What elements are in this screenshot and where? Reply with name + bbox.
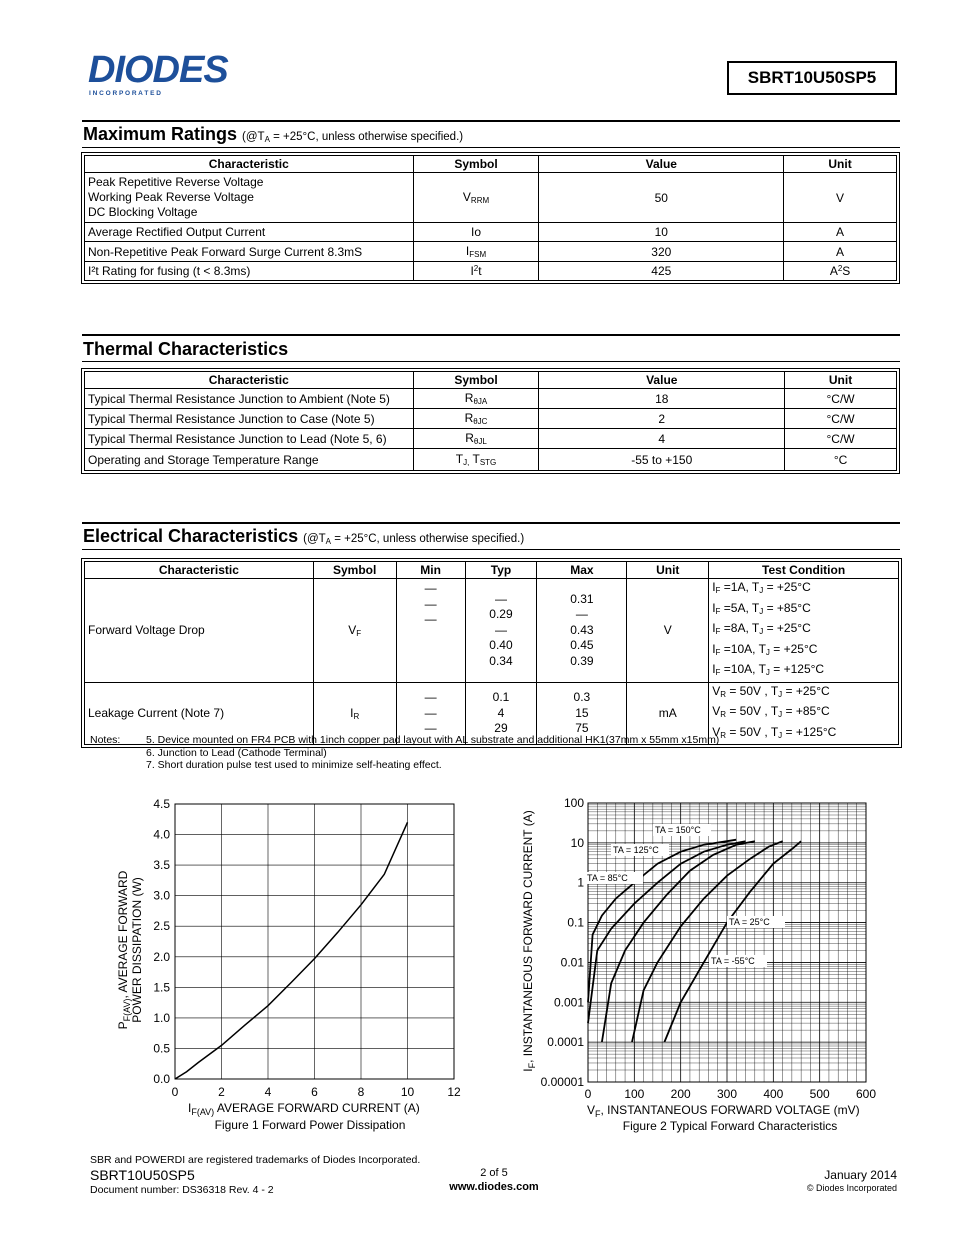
table-row: Leakage Current (Note 7) $I_R$ — — — 0.1 4 29 0.3 15 75 mA $V_R = 50V$ , $T_J = +25^\circ C$ $V_R = 50V$ , $T_J = +85^\circ C$ $V_R = 50V$ , $T_J = +125^\circ C$ [85, 682, 899, 745]
diodes-logo [88, 52, 264, 98]
table-row: Typical Thermal Resistance Junction to Ambient (Note 5) $R_{\theta JA}$ 18 °C/W [85, 389, 897, 409]
fig2-y-tick: 100 [563, 796, 584, 810]
fig2-x-tick: 500 [809, 1087, 830, 1101]
footer-date: January 2014 [824, 1168, 897, 1182]
part-number-box: SBRT10U50SP5 [727, 61, 897, 95]
max-ratings-table [84, 155, 897, 281]
figure-2-chart [515, 795, 900, 1125]
table-row: Peak Repetitive Reverse Voltage Working Peak Reverse Voltage DC Blocking Voltage $V_{RRM}$ 50 V [85, 173, 897, 223]
fig2-y-tick: 0.1 [567, 915, 584, 930]
figure-2-caption: Figure 2 Typical Forward Characteristics [622, 1119, 838, 1133]
figure-1-caption: Figure 1 Forward Power Dissipation [214, 1118, 406, 1132]
footer-page: 2 of 5 [480, 1167, 508, 1179]
table-row: Typical Thermal Resistance Junction to Lead (Note 5, 6) $R_{\theta JL}$ 4 °C/W [85, 429, 897, 449]
fig1-y-tick: 4.5 [153, 797, 170, 811]
fig2-x-tick: 200 [670, 1087, 691, 1101]
fig1-x-tick: 10 [400, 1085, 415, 1099]
col-value: Value [539, 156, 784, 173]
fig2-series-label: TA = 150°C [655, 825, 701, 835]
fig1-xlabel: $I_{F(AV)}$ AVERAGE FORWARD CURRENT (A) [188, 1101, 420, 1117]
fig2-y-tick: 0.001 [553, 995, 584, 1010]
fig2-series-label: TA = -55°C [711, 956, 755, 966]
footer-trademark: SBR and POWERDI are registered trademarks of Diodes Incorporated. [90, 1154, 421, 1166]
figure-1-chart [100, 790, 480, 1135]
fig1-series-line [175, 822, 408, 1079]
fig1-x-tick: 2 [218, 1085, 225, 1099]
fig2-y-tick: 10 [570, 835, 584, 850]
electrical-table: Characteristic Symbol Min Typ Max Unit Test Condition Forward Voltage Drop $V_F$ — — — — 0.29 — 0.40 0.34 0.31 — 0.43 0.45 0.39 V $I_F =1A$, $T_J = +25^\circ C$ $I_F =5A$, $T_J = +85^\circ C$ $I_F =8A$, $T_J = +25^\circ C$ $I_F =10A$, $T_J = +25^\circ C$ $I_F =10A$, $T_J = +125^\circ C$ Leakage Current (Note 7) $I_R$ — — — 0.1 4 29 0.3 15 75 mA $V_R = 50V$ , $T_J = +25^\circ C$ $V_R = 50V$ , $T_J = +85^\circ C$ $V_R = 50V$ , $T_J = +125^\circ C$ [84, 561, 899, 745]
electrical-title: Electrical Characteristics ($@T_A = +25^\circ C$, unless otherwise specified.) [83, 526, 525, 546]
fig2-x-tick: 0 [584, 1087, 592, 1101]
fig2-y-tick: 0.01 [560, 955, 584, 970]
fig2-x-tick: 600 [855, 1087, 877, 1101]
table-row: I²t Rating for fusing (t < 8.3ms) $I^2t$ 425 $A^2S$ [85, 262, 897, 281]
fig2-series-label: TA = 25°C [729, 917, 770, 927]
col-unit: Unit [784, 156, 897, 173]
fig1-y-tick: 3.0 [153, 888, 170, 903]
fig1-y-tick: 4.0 [153, 827, 170, 842]
fig2-xlabel: $V_F$, INSTANTANEOUS FORWARD VOLTAGE (mV) [587, 1103, 860, 1119]
table-row: Forward Voltage Drop $V_F$ — — — — 0.29 — 0.40 0.34 0.31 — 0.43 0.45 0.39 V $I_F =1A$, $T_J = +25^\circ C$ $I_F =5A$, $T_J = +85^\circ C$ $I_F =8A$, $T_J = +25^\circ C$ $I_F =10A$, $T_J = +25^\circ C$ $I_F =10A$, $T_J = +125^\circ C$ [85, 579, 899, 683]
max-ratings-title: Maximum Ratings ($@T_A = +25^\circ C$, unless otherwise specified.) [83, 124, 464, 144]
fig2-series-line [632, 841, 783, 1042]
table-row: Non-Repetitive Peak Forward Surge Current 8.3mS $I_{FSM}$ 320 A [85, 242, 897, 262]
fig1-y-tick: 1.0 [153, 1010, 170, 1025]
table-row: Average Rectified Output Current Io 10 A [85, 223, 897, 242]
fig2-y-tick: 0.0001 [547, 1035, 584, 1050]
fig1-x-tick: 8 [357, 1085, 365, 1099]
fig1-y-tick: 2.0 [153, 949, 170, 964]
fig2-y-tick: 1 [577, 875, 584, 890]
fig1-ylabel-line2: POWER DISSIPATION (W) [130, 877, 144, 1023]
fig1-y-tick: 2.5 [153, 919, 170, 934]
fig2-x-tick: 400 [763, 1087, 784, 1101]
logo-text: DIODES [88, 52, 228, 91]
fig1-x-tick: 4 [264, 1085, 272, 1099]
fig2-series-label: TA = 125°C [613, 845, 659, 855]
fig1-x-tick: 0 [171, 1085, 179, 1099]
fig1-ylabel-line1: $P_{F(AV)}$, AVERAGE FORWARD [116, 870, 132, 1030]
table-row: Operating and Storage Temperature Range $T_{J,}$ $T_{STG}$ -55 to +150 °C [85, 449, 897, 471]
thermal-table: Characteristic Symbol Value Unit Typical Thermal Resistance Junction to Ambient (Note 5) $R_{\theta JA}$ 18 °C/W Typical Thermal Resistance Junction to Case (Note 5) $R_{\theta JC}$ 2 °C/W Typical Thermal Resistance Junction to Lead (Note 5, 6) $R_{\theta JL}$ 4 °C/W Operating and Storage Temperature Range $T_{J,}$ $T_{STG}$ -55 to +150 °C [84, 371, 897, 471]
fig2-series-label: TA = 85°C [587, 873, 628, 883]
footer-url[interactable]: www.diodes.com [449, 1181, 539, 1193]
fig1-y-tick: 3.5 [153, 858, 170, 873]
col-symbol: Symbol [413, 156, 539, 173]
fig2-x-tick: 300 [716, 1087, 738, 1101]
footer-docnum: Document number: DS36318 Rev. 4 - 2 [90, 1184, 274, 1196]
fig2-x-tick: 100 [624, 1087, 645, 1101]
col-characteristic: Characteristic [85, 156, 414, 173]
footer-copyright: © Diodes Incorporated [806, 1183, 897, 1193]
fig1-x-tick: 12 [447, 1085, 461, 1099]
table-row: Typical Thermal Resistance Junction to Case (Note 5) $R_{\theta JC}$ 2 °C/W [85, 409, 897, 429]
thermal-title: Thermal Characteristics [83, 339, 289, 359]
fig1-y-tick: 0.5 [153, 1041, 170, 1056]
fig2-ylabel: $I_F$, INSTANTANEOUS FORWARD CURRENT (A) [521, 810, 537, 1072]
footer-part: SBRT10U50SP5 [90, 1167, 195, 1183]
logo-subtext: I N C O R P O R A T E D [89, 90, 161, 97]
fig1-x-tick: 6 [311, 1085, 318, 1099]
fig1-y-tick: 0.0 [153, 1072, 170, 1086]
fig2-y-tick: 0.00001 [540, 1075, 584, 1089]
fig1-y-tick: 1.5 [153, 980, 170, 995]
